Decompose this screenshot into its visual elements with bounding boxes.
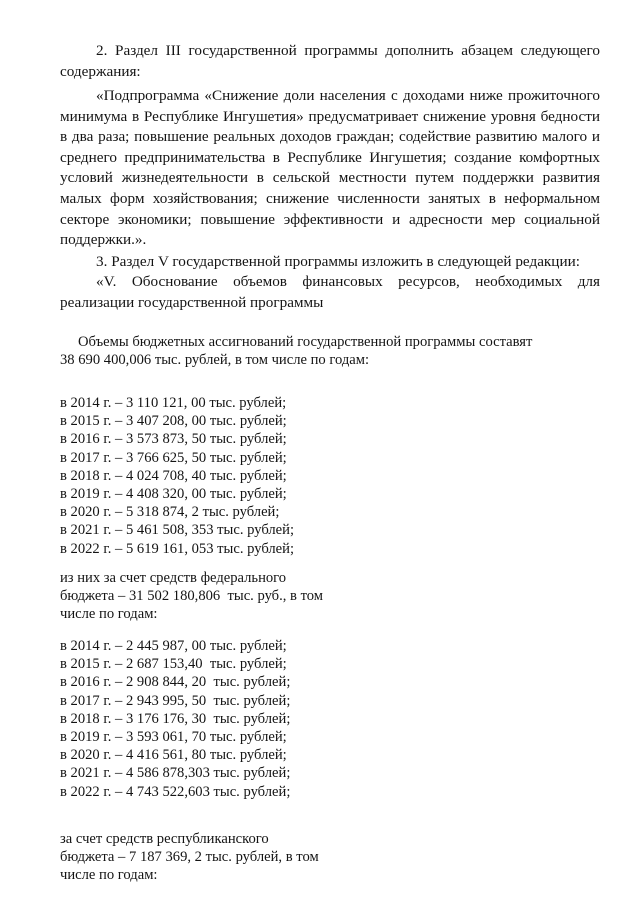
budget-intro (60, 333, 532, 369)
paragraph-section-5-amendment: 3. Раздел V государственной программы изложить в следующей редакции: (96, 253, 580, 270)
list-item: в 2014 г. – 2 445 987, 00 тыс. рублей; (60, 638, 287, 654)
list-item: в 2014 г. – 3 110 121, 00 тыс. рублей; (60, 395, 287, 411)
list-item: в 2021 г. – 5 461 508, 353 тыс. рублей; (60, 522, 295, 539)
list-item: в 2017 г. – 2 943 995, 50 тыс. рублей; (60, 692, 291, 709)
list-item: в 2021 г. – 4 586 878,303 тыс. рублей; (60, 765, 291, 782)
federal-intro-line: из них за счет средств федерального (60, 570, 287, 586)
paragraph-subprogram-quote: «Подпрограмма «Снижение доли населения с доходами ниже прожиточного минимума в Республике Ингушетия» предусматривает снижение уровня бедности в два раза; повышение реальных доходов граждан; содействие развитию малого и среднего предпринимательства в Республике Ингушетия; создание комфортных условий жизнедеятельности в сельской местности путем поддержки развития малых форм хозяйствования; снижение численности занятых в неформальном секторе экономики; повышение эффективности и адресности мер социальной поддержки.». (60, 87, 600, 249)
budget-intro-line: Объемы бюджетных ассигнований государственной программы составят (78, 334, 533, 350)
list-item: в 2017 г. – 3 766 625, 50 тыс. рублей; (60, 449, 287, 466)
list-item: в 2022 г. – 4 743 522,603 тыс. рублей; (60, 783, 291, 800)
list-item: в 2022 г. – 5 619 161, 053 тыс. рублей; (60, 540, 295, 557)
total-by-year-list (60, 394, 294, 558)
republican-intro-line: за счет средств республиканского (60, 831, 269, 847)
republican-intro-line: бюджета – 7 187 369, 2 тыс. рублей, в том (60, 849, 319, 866)
federal-intro-line: числе по годам: (60, 606, 158, 623)
list-item: в 2016 г. – 2 908 844, 20 тыс. рублей; (60, 674, 291, 691)
list-item: в 2020 г. – 5 318 874, 2 тыс. рублей; (60, 504, 280, 521)
paragraph-section-5-heading: «V. Обоснование объемов финансовых ресурсов, необходимых для реализации государственной программы (60, 273, 600, 311)
list-item: в 2019 г. – 4 408 320, 00 тыс. рублей; (60, 486, 287, 503)
federal-by-year-list (60, 637, 290, 801)
republican-intro-line: числе по годам: (60, 867, 158, 884)
list-item: в 2016 г. – 3 573 873, 50 тыс. рублей; (60, 431, 287, 448)
list-item: в 2018 г. – 4 024 708, 40 тыс. рублей; (60, 467, 287, 484)
list-item: в 2015 г. – 2 687 153,40 тыс. рублей; (60, 656, 287, 673)
budget-intro-line: 38 690 400,006 тыс. рублей, в том числе по годам: (60, 352, 370, 369)
list-item: в 2019 г. – 3 593 061, 70 тыс. рублей; (60, 729, 287, 746)
list-item: в 2020 г. – 4 416 561, 80 тыс. рублей; (60, 747, 287, 764)
federal-intro-line: бюджета – 31 502 180,806 тыс. руб., в том (60, 588, 324, 605)
paragraph-section-3-amendment: 2. Раздел III государственной программы дополнить абзацем следующего содержания: (60, 42, 600, 80)
republican-intro (60, 830, 319, 885)
list-item: в 2018 г. – 3 176 176, 30 тыс. рублей; (60, 710, 291, 727)
list-item: в 2015 г. – 3 407 208, 00 тыс. рублей; (60, 413, 287, 430)
federal-intro (60, 569, 323, 624)
